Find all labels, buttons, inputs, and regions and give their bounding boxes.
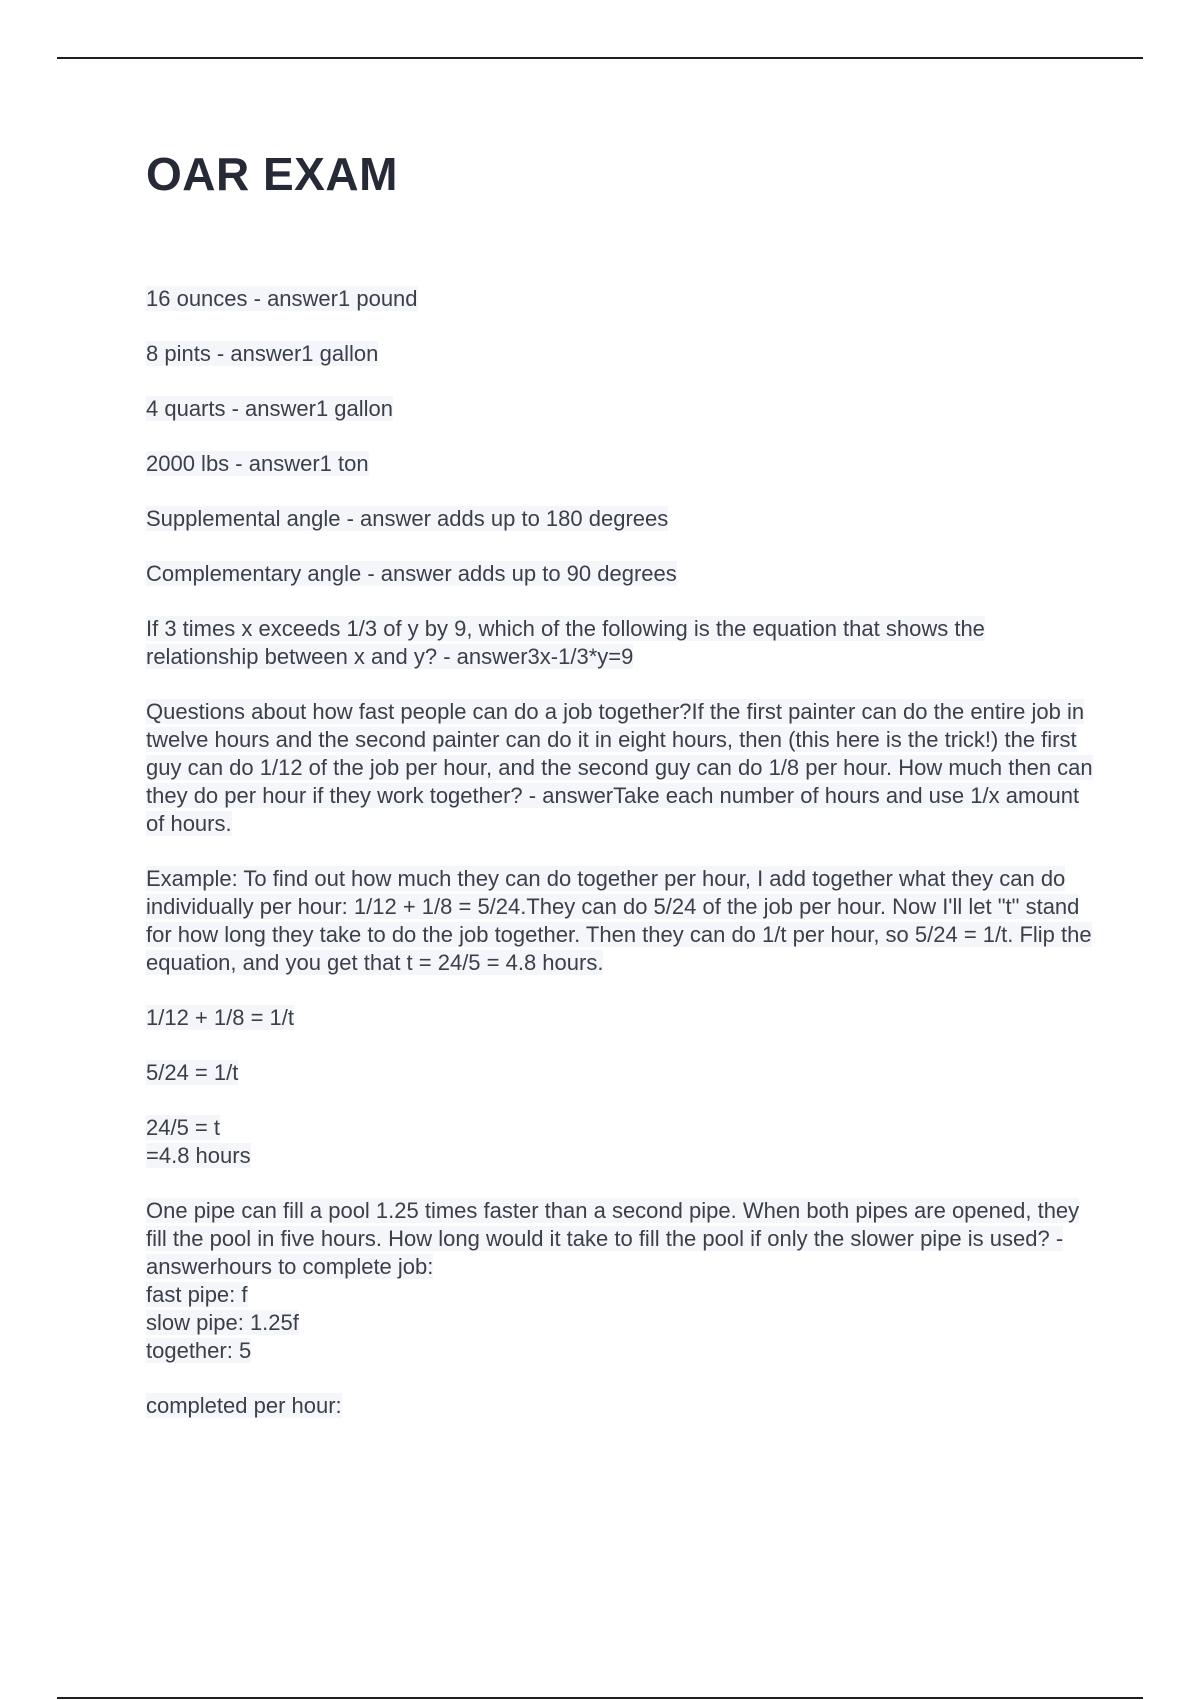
paragraph-text: Example: To find out how much they can do together per hour, I add together what they can do individually per hour: 1/12 + 1/8 = 5/24.They can do 5/24 of the job per hour. Now I'll let "t" stand for how long they take to do the job together. Then they can do 1/t per hour, so 5/24 = 1/t. Flip the equation, and you get that t = 24/5 = 4.8 hours. <box>146 866 1092 975</box>
paragraph <box>146 865 1096 977</box>
paragraph <box>146 1197 1096 1365</box>
paragraph-text: 2000 lbs - answer1 ton <box>146 451 369 476</box>
footer-rule <box>57 1697 1143 1699</box>
paragraph-text: Questions about how fast people can do a job together?If the first painter can do the entire job in twelve hours and the second painter can do it in eight hours, then (this here is the trick!) the first guy can do 1/12 of the job per hour, and the second guy can do 1/8 per hour. How much then can they do per hour if they work together? - answerTake each number of hours and use 1/x amount of hours. <box>146 699 1093 836</box>
paragraph <box>146 1114 1096 1170</box>
paragraph-text: completed per hour: <box>146 1393 342 1418</box>
paragraph <box>146 340 1096 368</box>
paragraph-text: If 3 times x exceeds 1/3 of y by 9, which of the following is the equation that shows the relationship between x and y? - answer3x-1/3*y=9 <box>146 616 985 669</box>
paragraph <box>146 285 1096 313</box>
paragraph-text: 24/5 = t =4.8 hours <box>146 1115 251 1168</box>
paragraph-text: Supplemental angle - answer adds up to 180 degrees <box>146 506 669 531</box>
paragraph <box>146 1059 1096 1087</box>
paragraph <box>146 698 1096 838</box>
paragraph <box>146 1392 1096 1420</box>
paragraph-text: 4 quarts - answer1 gallon <box>146 396 394 421</box>
document-body <box>146 285 1096 1447</box>
paragraph-text: 8 pints - answer1 gallon <box>146 341 379 366</box>
paragraph <box>146 615 1096 671</box>
paragraph-text: One pipe can fill a pool 1.25 times faster than a second pipe. When both pipes are opened, they fill the pool in five hours. How long would it take to fill the pool if only the slower pipe is used? - answerhours to complete job: fast pipe: f slow pipe: 1.25f together: 5 <box>146 1198 1080 1363</box>
paragraph <box>146 505 1096 533</box>
paragraph-text: 1/12 + 1/8 = 1/t <box>146 1005 295 1030</box>
paragraph <box>146 395 1096 423</box>
paragraph <box>146 560 1096 588</box>
paragraph <box>146 450 1096 478</box>
paragraph <box>146 1004 1096 1032</box>
paragraph-text: Complementary angle - answer adds up to 90 degrees <box>146 561 677 586</box>
header-rule <box>57 57 1143 59</box>
paragraph-text: 5/24 = 1/t <box>146 1060 239 1085</box>
paragraph-text: 16 ounces - answer1 pound <box>146 286 418 311</box>
page-title: OAR EXAM <box>146 148 398 200</box>
